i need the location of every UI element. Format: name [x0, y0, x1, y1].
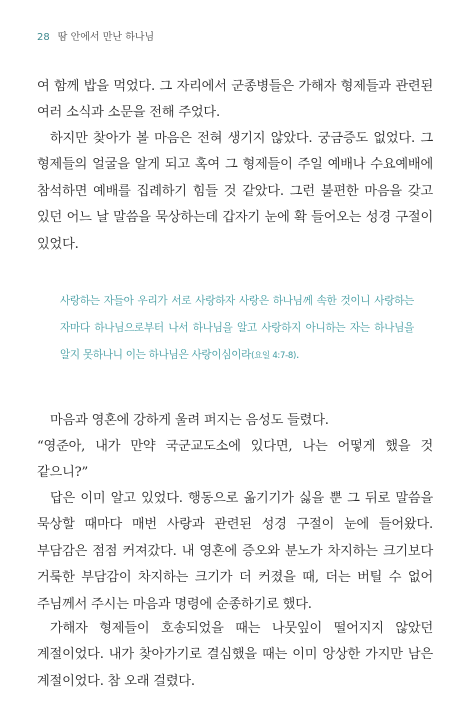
paragraph-voice: 마음과 영혼에 강하게 울려 퍼지는 음성도 들렸다.: [50, 413, 329, 428]
scripture-text: 사랑하는 자들아 우리가 서로 사랑하자 사랑은 하나님께 속한 것이니 사랑하는 자마다 하나님으로부터 나서 하나님을 알고 사랑하지 아니하는 자는 하나님을 알지 못하나니 이는 하나님은 사랑이심이라: [60, 295, 414, 361]
running-title: 땀 안에서 만난 하나님: [57, 32, 155, 43]
paragraph-quoted-speech: “영준아, 내가 만약 국군교도소에 있다면, 나는 어떻게 했을 것 같으니?”: [37, 439, 433, 481]
running-header: [37, 28, 154, 43]
paragraph-seasons: 가해자 형제들이 호송되었을 때는 나뭇잎이 떨어지지 않았던 계절이었다. 내가 찾아가기로 결심했을 때는 이미 앙상한 가지만 남은 계절이었다. 참 오래 걸렸다.: [37, 621, 433, 689]
page-number: 28: [37, 32, 50, 43]
scripture-period: .: [296, 349, 300, 361]
paragraph-continuation: 여 함께 밥을 먹었다. 그 자리에서 군종병들은 가해자 형제들과 관련된 여러 소식과 소문을 전해 주었다.: [37, 79, 433, 121]
paragraph-answer: 답은 이미 알고 있었다. 행동으로 옮기기가 싫을 뿐 그 뒤로 말씀을 묵상할 때마다 매번 사랑과 관련된 성경 구절이 눈에 들어왔다. 부담감은 점점 커져갔다. 내 영혼에 증오와 분노가 차지하는 크기보다 거룩한 부담감이 차지하는 크기가 더 커졌을 때, 더는 버틸 수 없어 주님께서 주시는 마음과 명령에 순종하기로 했다.: [37, 491, 433, 612]
scripture-quote: [60, 288, 414, 370]
paragraph-no-desire: 하지만 찾아가 볼 마음은 전혀 생기지 않았다. 궁금증도 없었다. 그 형제들의 얼굴을 알게 되고 혹여 그 형제들이 주일 예배나 수요예배에 참석하면 예배를 집례하기 힘들 것 같았다. 그런 불편한 마음을 갖고 있던 어느 날 말씀을 묵상하는데 갑자기 눈에 확 들어오는 성경 구절이 있었다.: [37, 131, 433, 252]
scripture-reference: (요일 4:7-8): [251, 351, 296, 361]
